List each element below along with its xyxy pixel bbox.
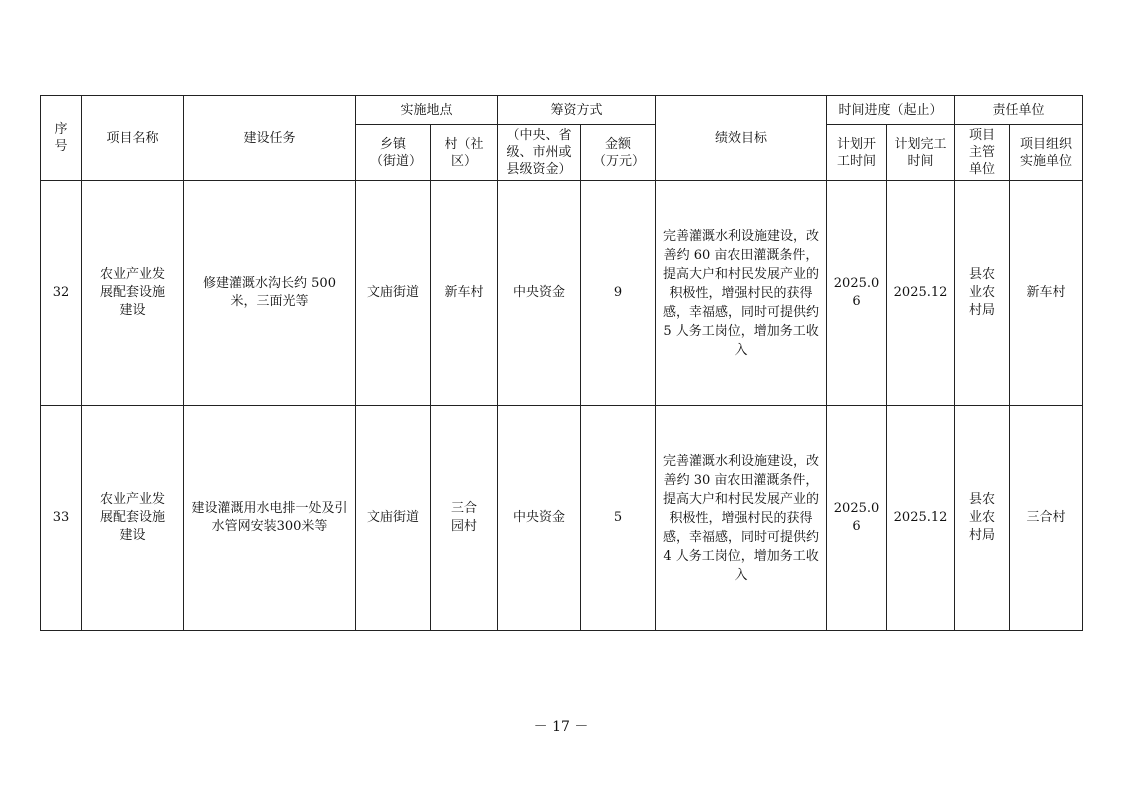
project-table — [40, 95, 1083, 631]
cell-amount: 5 — [581, 406, 656, 631]
cell-dept: 县农业农村局 — [955, 406, 1010, 631]
table-row — [41, 406, 1083, 631]
header-location: 实施地点 — [356, 96, 498, 125]
cell-task: 修建灌溉水沟长约 500 米，三面光等 — [184, 181, 356, 406]
cell-start: 2025.06 — [827, 181, 887, 406]
header-responsible: 责任单位 — [955, 96, 1083, 125]
cell-name: 农业产业发展配套设施建设 — [82, 181, 184, 406]
cell-source: 中央资金 — [498, 406, 581, 631]
header-seq: 序号 — [41, 96, 82, 181]
header-row-1 — [41, 96, 1083, 125]
header-responsible-org: 项目组织实施单位 — [1010, 125, 1083, 181]
cell-goal: 完善灌溉水利设施建设，改善约 30 亩农田灌溉条件，提高大户和村民发展产业的积极性，增强村民的获得感，幸福感，同时可提供约 4 人务工岗位，增加务工收入 — [656, 406, 827, 631]
header-schedule-start: 计划开工时间 — [827, 125, 887, 181]
cell-dept: 县农业农村局 — [955, 181, 1010, 406]
header-schedule: 时间进度（起止） — [827, 96, 955, 125]
header-name: 项目名称 — [82, 96, 184, 181]
cell-amount: 9 — [581, 181, 656, 406]
cell-org: 三合村 — [1010, 406, 1083, 631]
cell-org: 新车村 — [1010, 181, 1083, 406]
cell-name: 农业产业发展配套设施建设 — [82, 406, 184, 631]
cell-end: 2025.12 — [887, 181, 955, 406]
header-task: 建设任务 — [184, 96, 356, 181]
table-row — [41, 181, 1083, 406]
cell-goal: 完善灌溉水利设施建设，改善约 60 亩农田灌溉条件，提高大户和村民发展产业的积极性，增强村民的获得感，幸福感，同时可提供约 5 人务工岗位，增加务工收入 — [656, 181, 827, 406]
cell-town: 文庙街道 — [356, 181, 431, 406]
cell-town: 文庙街道 — [356, 406, 431, 631]
cell-end: 2025.12 — [887, 406, 955, 631]
page-number: － 17 － — [533, 719, 589, 735]
header-goal: 绩效目标 — [656, 96, 827, 181]
header-schedule-end: 计划完工时间 — [887, 125, 955, 181]
header-funding-amount: 金额（万元） — [581, 125, 656, 181]
cell-start: 2025.06 — [827, 406, 887, 631]
header-responsible-dept: 项目主管单位 — [955, 125, 1010, 181]
cell-seq: 32 — [41, 181, 82, 406]
header-funding: 筹资方式 — [498, 96, 656, 125]
cell-village: 新车村 — [431, 181, 498, 406]
header-funding-source: （中央、省级、市州或县级资金） — [498, 125, 581, 181]
cell-source: 中央资金 — [498, 181, 581, 406]
cell-village: 三合园村 — [431, 406, 498, 631]
cell-seq: 33 — [41, 406, 82, 631]
header-location-town: 乡镇（街道） — [356, 125, 431, 181]
cell-task: 建设灌溉用水电排一处及引水管网安装300米等 — [184, 406, 356, 631]
header-location-village: 村（社区） — [431, 125, 498, 181]
